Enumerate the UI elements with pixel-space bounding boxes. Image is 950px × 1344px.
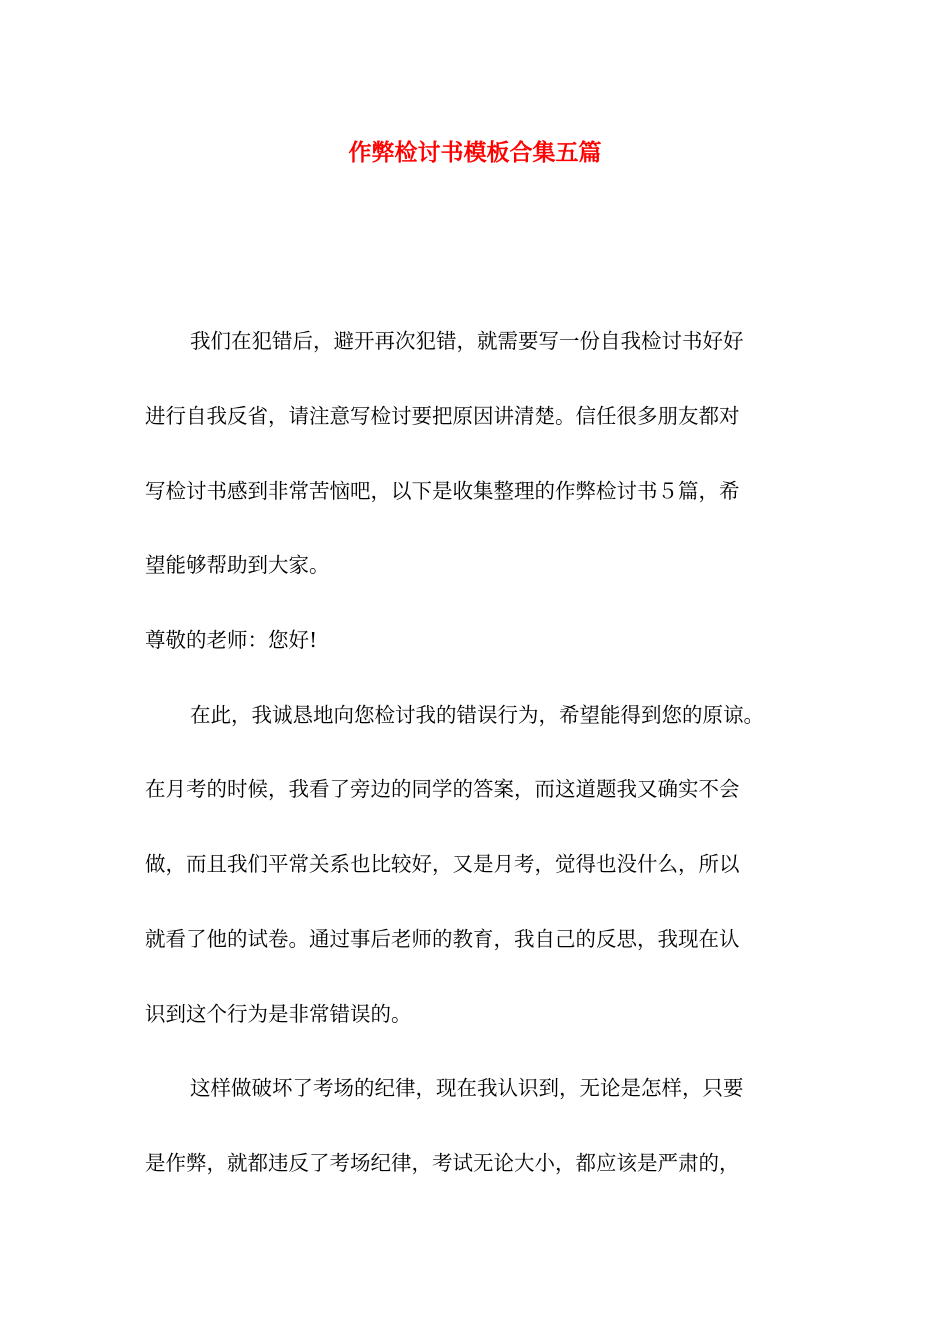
paragraph-line: 是作弊，就都违反了考场纪律，考试无论大小，都应该是严肃的， (145, 1151, 740, 1175)
paragraph-line: 在此，我诚恳地向您检讨我的错误行为，希望能得到您的原谅。 (190, 703, 764, 727)
paragraph-line: 写检讨书感到非常苦恼吧，以下是收集整理的作弊检讨书５篇，希 (145, 479, 740, 503)
paragraph-line: 我们在犯错后，避开再次犯错，就需要写一份自我检讨书好好 (190, 329, 744, 353)
paragraph-line: 在月考的时候，我看了旁边的同学的答案，而这道题我又确实不会 (145, 777, 740, 801)
paragraph-line: 识到这个行为是非常错误的。 (145, 1002, 412, 1026)
paragraph-line: 做，而且我们平常关系也比较好，又是月考，觉得也没什么，所以 (145, 852, 740, 876)
paragraph-line: 望能够帮助到大家。 (145, 553, 330, 577)
salutation-line: 尊敬的老师：您好! (145, 628, 318, 652)
paragraph-line: 进行自我反省，请注意写检讨要把原因讲清楚。信任很多朋友都对 (145, 404, 740, 428)
document-title: 作弊检讨书模板合集五篇 (348, 140, 602, 166)
paragraph-line: 这样做破坏了考场的纪律，现在我认识到，无论是怎样，只要 (190, 1076, 744, 1100)
paragraph-line: 就看了他的试卷。通过事后老师的教育，我自己的反思，我现在认 (145, 927, 740, 951)
